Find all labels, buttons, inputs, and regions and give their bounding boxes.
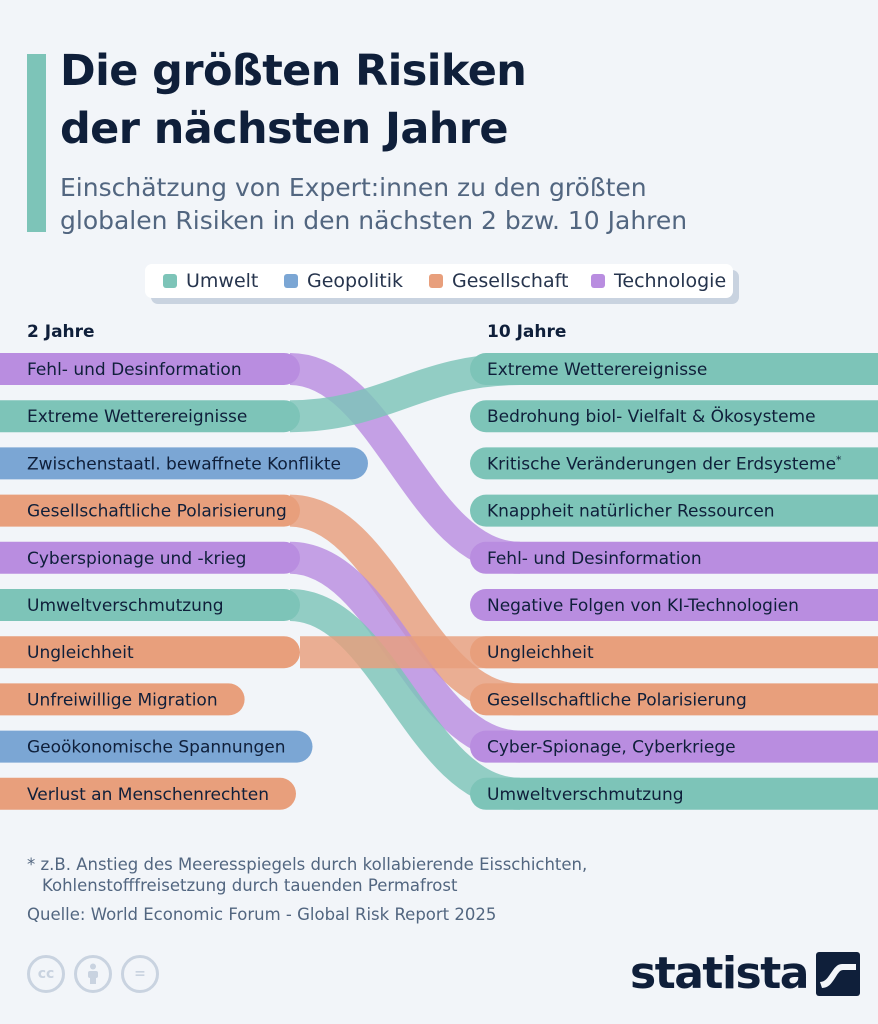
links-layer bbox=[290, 369, 520, 794]
nd-icon[interactable] bbox=[121, 955, 159, 993]
left-label-8: Unfreiwillige Migration bbox=[27, 690, 218, 711]
footnote-line-2: Kohlenstofffreisetzung durch tauenden Permafrost bbox=[42, 876, 458, 895]
right-label-1: Extreme Wetterereignisse bbox=[487, 360, 708, 380]
legend-label: Umwelt bbox=[186, 270, 259, 292]
page-subtitle: Einschätzung von Expert:innen zu den größten globalen Risiken in den nächsten 2 bzw. 10 Jahren bbox=[60, 173, 688, 235]
legend-label: Geopolitik bbox=[307, 270, 404, 292]
right-label-5: Fehl- und Desinformation bbox=[487, 548, 702, 569]
left-label-4: Gesellschaftliche Polarisierung bbox=[27, 501, 287, 522]
right-label-10: Umweltverschmutzung bbox=[487, 784, 684, 805]
right-label-7: Ungleichheit bbox=[487, 643, 594, 664]
left-label-5: Cyberspionage und -krieg bbox=[27, 548, 247, 569]
cc-icon[interactable] bbox=[27, 955, 65, 993]
page-title: Die größten Risiken der nächsten Jahre bbox=[60, 46, 527, 154]
left-label-2: Extreme Wetterereignisse bbox=[27, 407, 248, 428]
right-label-3: Kritische Veränderungen der Erdsysteme* bbox=[487, 453, 842, 475]
nd-icon-text: = bbox=[134, 966, 146, 982]
right-label-6: Negative Folgen von KI-Technologien bbox=[487, 596, 799, 616]
cc-icon-text: cc bbox=[37, 966, 55, 982]
left-label-7: Ungleichheit bbox=[27, 643, 134, 664]
footnote-line-1: * z.B. Anstieg des Meeresspiegels durch kollabierende Eisschichten, bbox=[27, 855, 588, 874]
statista-logo[interactable] bbox=[630, 948, 860, 999]
statista-mark-icon bbox=[816, 952, 860, 996]
license-icons bbox=[27, 955, 159, 993]
person-icon bbox=[85, 963, 101, 985]
right-label-8: Gesellschaftliche Polarisierung bbox=[487, 690, 747, 711]
right-label-9: Cyber-Spionage, Cyberkriege bbox=[487, 737, 736, 758]
left-label-1: Fehl- und Desinformation bbox=[27, 360, 242, 380]
left-label-10: Verlust an Menschenrechten bbox=[27, 784, 269, 805]
left-label-9: Geoökonomische Spannungen bbox=[27, 737, 286, 758]
right-label-3-footnote-mark: * bbox=[836, 453, 842, 467]
right-label-2: Bedrohung biol- Vielfalt & Ökosysteme bbox=[487, 407, 816, 428]
left-label-3: Zwischenstaatl. bewaffnete Konflikte bbox=[27, 454, 341, 475]
right-label-4: Knappheit natürlicher Ressourcen bbox=[487, 501, 775, 522]
left-column-title: 2 Jahre bbox=[27, 322, 95, 342]
footnote bbox=[27, 854, 847, 896]
brand-name: statista bbox=[630, 948, 808, 999]
by-icon[interactable] bbox=[74, 955, 112, 993]
legend-label: Technologie bbox=[614, 270, 727, 292]
source-note: Quelle: World Economic Forum - Global Risk Report 2025 bbox=[27, 905, 497, 924]
left-label-6: Umweltverschmutzung bbox=[27, 596, 224, 616]
legend-label: Gesellschaft bbox=[452, 270, 569, 292]
right-column-title: 10 Jahre bbox=[487, 322, 567, 342]
